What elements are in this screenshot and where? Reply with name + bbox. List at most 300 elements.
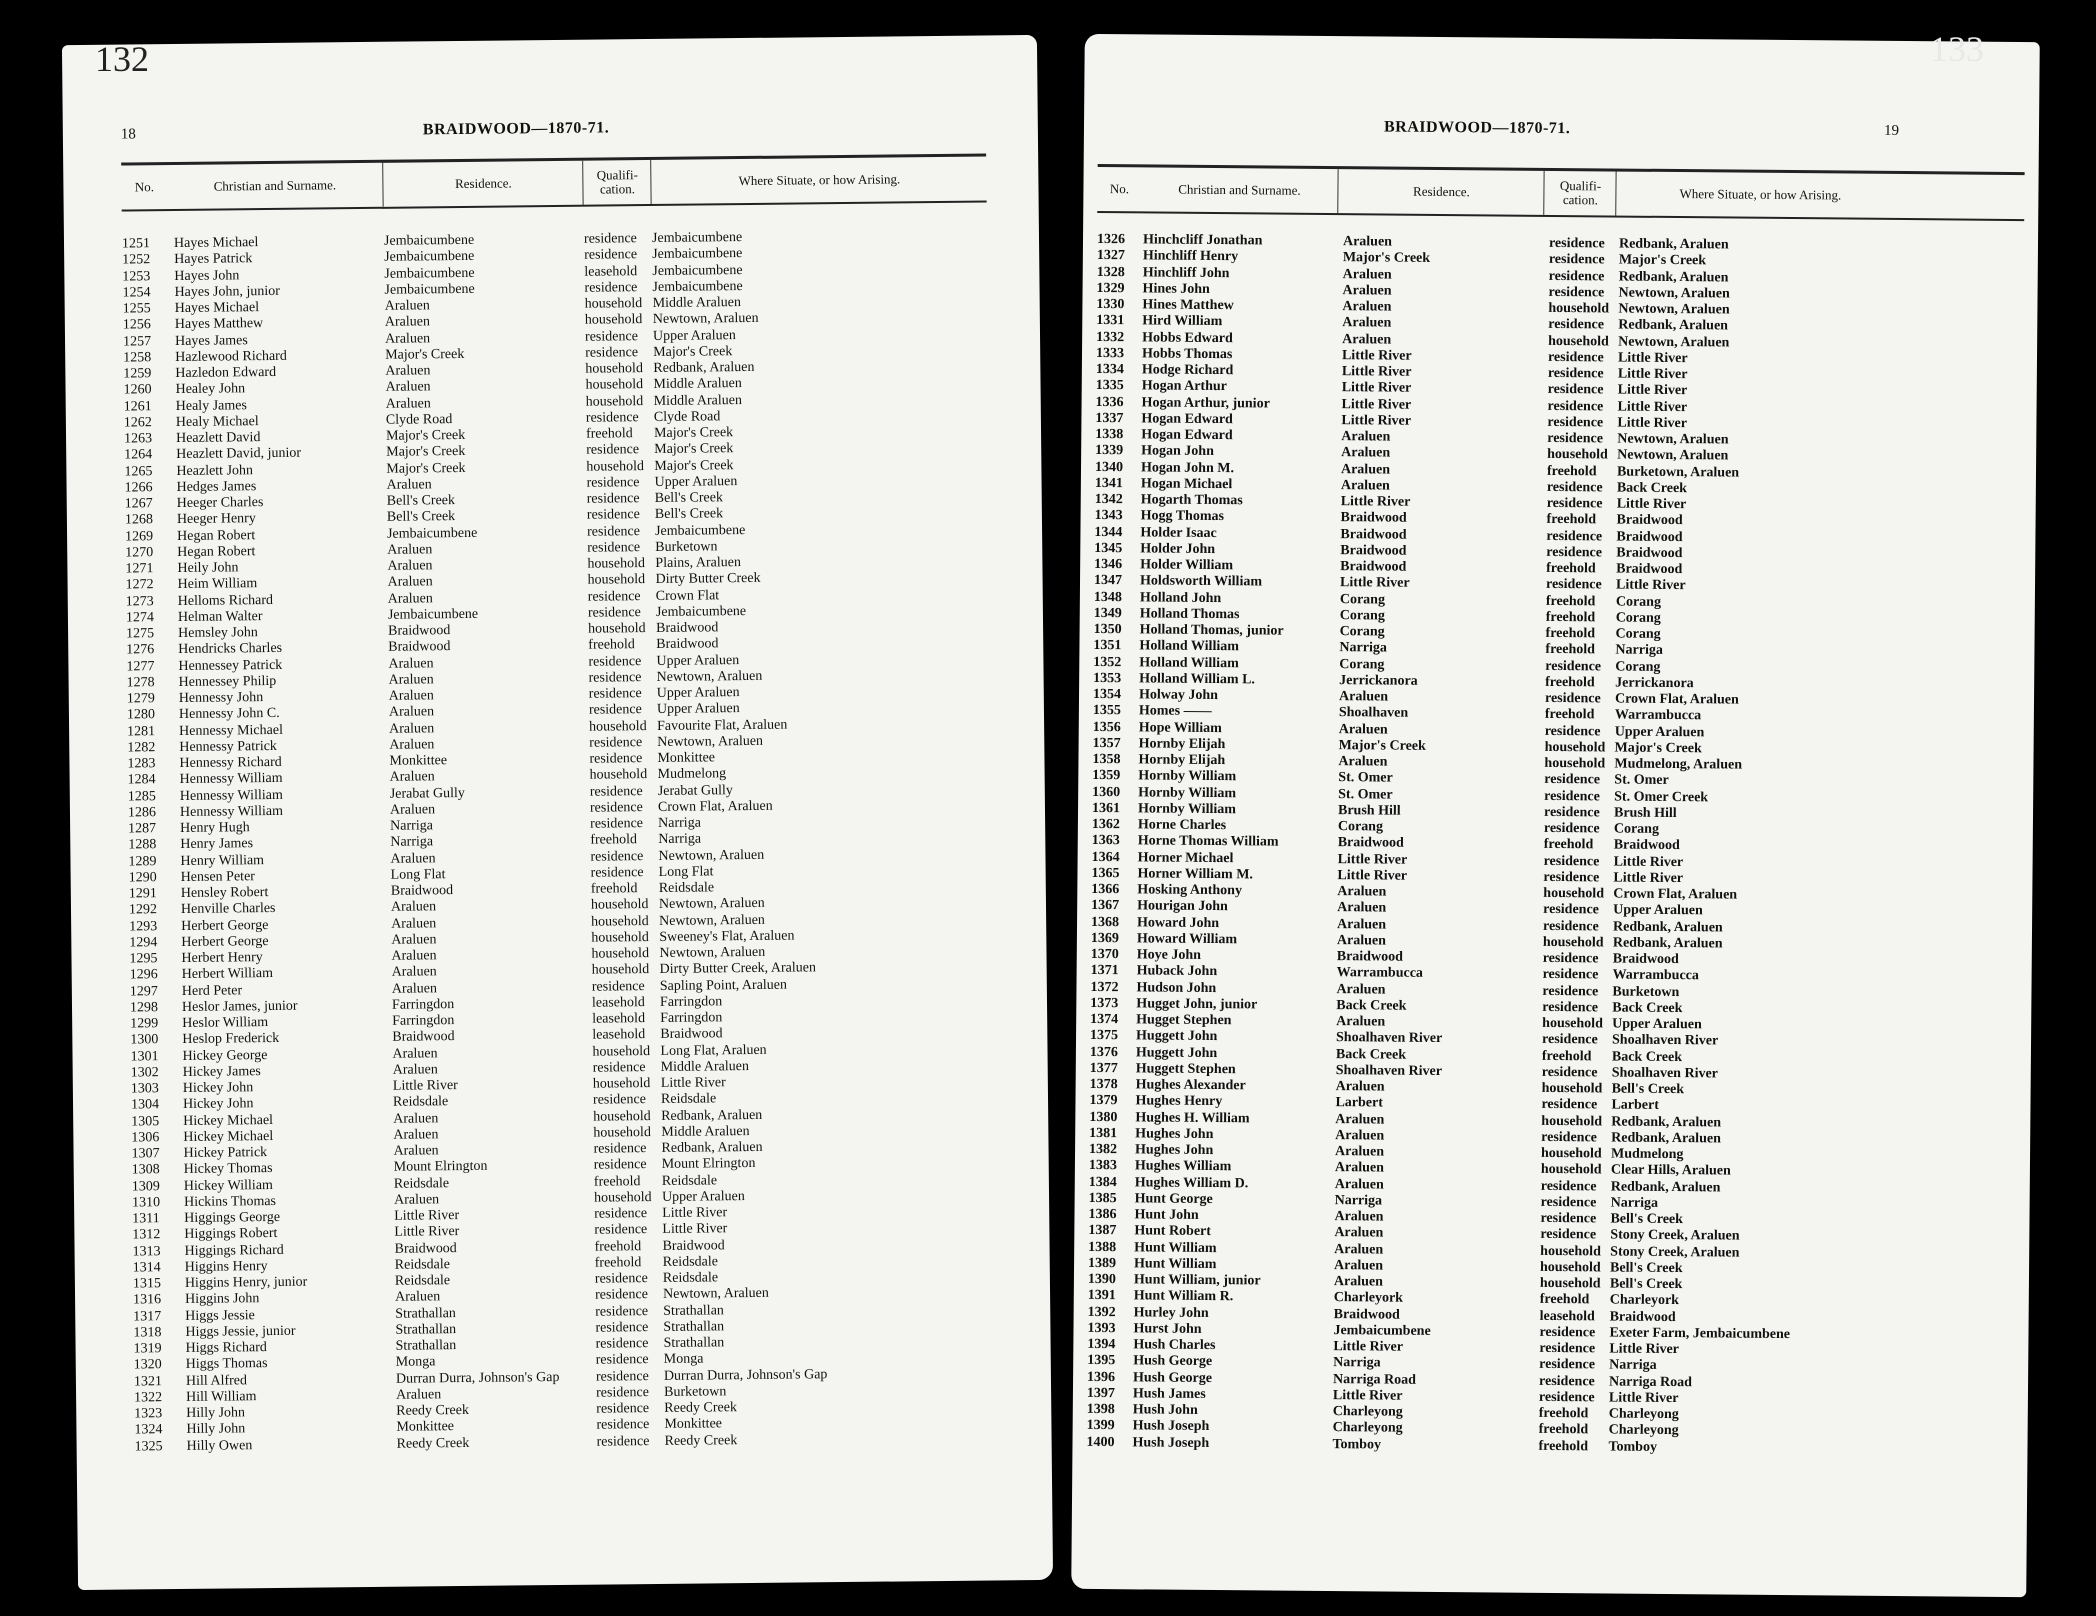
- entry-qualification: household: [1548, 333, 1609, 349]
- entry-number: 1326: [1096, 231, 1126, 248]
- entry-name: Horne Charles: [1137, 817, 1227, 834]
- entry-number: 1382: [1089, 1141, 1118, 1158]
- entry-qualification: household: [591, 946, 650, 962]
- entry-qualification: freehold: [590, 832, 638, 848]
- entry-name: Higgings George: [184, 1209, 281, 1226]
- entry-residence: Araluen: [1334, 1176, 1384, 1193]
- entry-residence: Major's Creek: [1342, 250, 1431, 267]
- entry-residence: Reidsdale: [392, 1094, 449, 1110]
- entry-name: Holland William: [1139, 638, 1239, 655]
- entry-where: Major's Creek: [653, 343, 733, 360]
- entry-where: Dirty Butter Creek, Araluen: [659, 960, 817, 978]
- entry-where: Reedy Creek: [664, 1400, 738, 1416]
- entry-where: Newtown, Araluen: [658, 896, 765, 913]
- entry-qualification: residence: [586, 442, 640, 458]
- entry-qualification: freehold: [593, 1173, 641, 1190]
- entry-where: Little River: [1617, 399, 1688, 415]
- entry-residence: Araluen: [1334, 1241, 1384, 1258]
- entry-name: Hornby William: [1138, 768, 1237, 785]
- entry-number: 1285: [127, 788, 156, 804]
- entry-where: Sweeney's Flat, Araluen: [659, 928, 795, 945]
- entry-number: 1258: [123, 349, 152, 366]
- entry-residence: Warrambucca: [1336, 965, 1424, 982]
- entry-name: Huggett John: [1135, 1028, 1218, 1045]
- entry-where: Upper Araluen: [661, 1188, 745, 1205]
- entry-residence: Araluen: [1342, 282, 1392, 299]
- entry-number: 1314: [132, 1259, 161, 1276]
- entry-qualification: residence: [1544, 690, 1601, 707]
- entry-number: 1281: [127, 723, 156, 740]
- entry-qualification: leasehold: [592, 1027, 646, 1043]
- entry-number: 1256: [122, 317, 151, 333]
- entry-residence: Jerabat Gully: [389, 785, 465, 802]
- entry-residence: Araluen: [1334, 1225, 1384, 1241]
- entry-qualification: household: [589, 718, 647, 735]
- entry-qualification: residence: [1547, 365, 1604, 382]
- entry-residence: Farringdon: [392, 1013, 455, 1029]
- entry-name: Hornby Elijah: [1138, 752, 1226, 769]
- entry-name: Hunt George: [1134, 1191, 1213, 1207]
- entry-name: Hush Charles: [1133, 1337, 1216, 1354]
- header-where: Where Situate, or how Arising.: [650, 156, 987, 204]
- entry-residence: Braidwood: [1340, 510, 1407, 526]
- entry-residence: Araluen: [391, 915, 437, 932]
- entry-name: Hayes John: [174, 267, 240, 284]
- entry-where: Bell's Creek: [1609, 1260, 1683, 1276]
- entry-qualification: residence: [590, 848, 644, 865]
- entry-qualification: household: [586, 458, 645, 475]
- entry-qualification: household: [1547, 447, 1608, 463]
- entry-where: Reidsdale: [662, 1270, 719, 1286]
- entry-where: Corang: [1615, 659, 1661, 675]
- entry-number: 1394: [1087, 1336, 1116, 1353]
- entry-where: Upper Araluen: [654, 473, 738, 490]
- entry-number: 1367: [1091, 898, 1120, 914]
- entry-residence: Araluen: [389, 802, 436, 818]
- entry-where: Corang: [1615, 594, 1662, 610]
- entry-number: 1271: [125, 561, 154, 577]
- entry-name: Hickey John: [182, 1080, 254, 1096]
- entry-name: Henry William: [180, 852, 265, 869]
- entry-residence: Jembaicumbene: [384, 281, 475, 298]
- entry-number: 1339: [1095, 443, 1124, 459]
- entry-where: Monkittee: [657, 750, 716, 766]
- entry-qualification: household: [593, 1189, 652, 1206]
- entry-name: Hickey Thomas: [183, 1161, 273, 1178]
- entry-where: Braidwood: [662, 1237, 725, 1254]
- entry-qualification: residence: [588, 702, 642, 718]
- entry-number: 1251: [121, 236, 151, 252]
- entry-number: 1319: [133, 1341, 162, 1357]
- entry-where: Jembaicumbene: [652, 278, 743, 295]
- entry-residence: Narriga: [1334, 1192, 1383, 1209]
- left-entries: [122, 227, 1005, 1486]
- entry-number: 1386: [1088, 1206, 1117, 1223]
- entry-where: Middle Araluen: [653, 376, 742, 393]
- entry-qualification: freehold: [1545, 609, 1596, 626]
- entry-name: Herbert William: [181, 966, 274, 983]
- entry-name: Hennessy William: [179, 771, 283, 788]
- entry-number: 1332: [1096, 329, 1125, 345]
- entry-residence: Araluen: [393, 1143, 439, 1159]
- entry-name: Hush James: [1132, 1386, 1206, 1402]
- entry-residence: Tomboy: [1332, 1436, 1382, 1453]
- entry-residence: Araluen: [387, 558, 433, 574]
- entry-number: 1390: [1087, 1271, 1116, 1288]
- entry-number: 1349: [1093, 605, 1122, 621]
- entry-name: Herbert George: [181, 933, 269, 950]
- entry-qualification: residence: [594, 1222, 648, 1238]
- entry-qualification: residence: [589, 783, 643, 800]
- entry-number: 1328: [1096, 264, 1125, 280]
- entry-qualification: residence: [1543, 804, 1600, 821]
- entry-residence: Araluen: [387, 542, 433, 558]
- entry-qualification: household: [1544, 755, 1606, 772]
- entry-qualification: household: [585, 361, 643, 377]
- header-residence: Residence.: [382, 161, 583, 207]
- entry-qualification: residence: [1539, 1340, 1596, 1357]
- entry-where: Braidwood: [1616, 545, 1683, 561]
- entry-where: Mudmelong: [1610, 1146, 1684, 1163]
- entry-where: Narriga: [1609, 1357, 1657, 1374]
- entry-name: Heslop Frederick: [182, 1031, 280, 1048]
- entry-where: Tomboy: [1608, 1438, 1658, 1455]
- entry-residence: Araluen: [1340, 477, 1390, 494]
- entry-qualification: residence: [1545, 577, 1602, 593]
- left-table-header: [121, 153, 986, 211]
- entry-name: Herbert Henry: [181, 950, 263, 966]
- entry-where: Little River: [1609, 1341, 1680, 1358]
- entry-residence: Araluen: [389, 720, 435, 737]
- entry-qualification: residence: [1544, 788, 1600, 804]
- entry-name: Heazlett David, junior: [176, 445, 302, 463]
- entry-qualification: household: [591, 913, 649, 930]
- entry-name: Healy James: [175, 397, 247, 414]
- entry-residence: Little River: [394, 1224, 460, 1240]
- entry-qualification: residence: [1548, 268, 1605, 284]
- entry-where: Newtown, Araluen: [1618, 285, 1730, 302]
- entry-qualification: residence: [1546, 495, 1603, 512]
- entry-name: Hennessey Philip: [178, 673, 277, 690]
- entry-qualification: residence: [592, 1059, 646, 1076]
- entry-where: Reidsdale: [662, 1254, 719, 1270]
- entry-residence: Araluen: [1333, 1274, 1383, 1290]
- entry-qualification: residence: [596, 1417, 650, 1433]
- entry-qualification: household: [589, 767, 648, 783]
- entry-residence: Araluen: [1334, 1160, 1384, 1176]
- entry-qualification: household: [1548, 300, 1610, 317]
- entry-qualification: residence: [586, 507, 640, 523]
- entry-number: 1265: [124, 463, 153, 480]
- entry-qualification: residence: [587, 539, 641, 556]
- entry-qualification: residence: [593, 1141, 647, 1157]
- entry-name: Hickey George: [182, 1047, 268, 1064]
- entry-residence: Back Creek: [1335, 1046, 1407, 1063]
- entry-name: Higgs Thomas: [185, 1356, 268, 1373]
- entry-name: Hunt Robert: [1134, 1223, 1212, 1240]
- entry-where: Redbank, Araluen: [653, 359, 755, 376]
- entry-where: Newtown, Araluen: [652, 311, 759, 328]
- entry-name: Higgins Henry, junior: [184, 1274, 308, 1291]
- entry-number: 1330: [1096, 296, 1125, 313]
- header-name: Christian and Surname.: [213, 177, 337, 194]
- entry-where: Braidwood: [660, 1026, 723, 1043]
- entry-number: 1297: [129, 983, 158, 999]
- entry-number: 1352: [1093, 654, 1122, 670]
- entry-residence: Araluen: [391, 932, 437, 948]
- entry-number: 1392: [1087, 1304, 1116, 1320]
- entry-where: Newtown, Araluen: [658, 847, 765, 864]
- entry-where: Back Creek: [1611, 1049, 1683, 1065]
- entry-name: Higgs Richard: [185, 1340, 267, 1356]
- entry-number: 1321: [133, 1373, 163, 1389]
- entry-number: 1399: [1086, 1418, 1115, 1434]
- entry-qualification: residence: [594, 1271, 648, 1287]
- entry-qualification: freehold: [1541, 1048, 1592, 1064]
- entry-qualification: residence: [584, 328, 638, 345]
- entry-qualification: residence: [588, 686, 642, 702]
- entry-qualification: residence: [1544, 723, 1601, 739]
- entry-residence: Shoalhaven River: [1335, 1062, 1443, 1079]
- entry-where: Corang: [1613, 821, 1660, 837]
- entry-name: Howard John: [1136, 914, 1220, 931]
- entry-number: 1341: [1094, 475, 1123, 491]
- entry-name: Herd Peter: [181, 982, 243, 999]
- entry-qualification: freehold: [1539, 1292, 1590, 1308]
- entry-where: Narriga: [658, 831, 702, 848]
- entry-number: 1348: [1093, 589, 1122, 605]
- entry-name: Hickey Patrick: [183, 1145, 268, 1161]
- entry-number: 1336: [1095, 394, 1124, 410]
- entry-name: Higgins John: [185, 1291, 260, 1308]
- entry-name: Hughes Alexander: [1135, 1077, 1246, 1094]
- entry-qualification: residence: [1547, 349, 1604, 366]
- entry-residence: Braidwood: [1340, 542, 1407, 559]
- entry-where: Mudmelong, Araluen: [1614, 756, 1743, 773]
- entry-number: 1371: [1090, 963, 1119, 979]
- entry-where: Upper Araluen: [656, 685, 740, 701]
- entry-number: 1333: [1095, 345, 1125, 361]
- entry-name: Henville Charles: [180, 901, 276, 918]
- entry-number: 1307: [131, 1146, 160, 1162]
- entry-number: 1253: [122, 268, 151, 285]
- entry-where: Braidwood: [1616, 561, 1683, 578]
- entry-number: 1257: [122, 333, 152, 350]
- entry-name: Heim William: [177, 576, 258, 593]
- entry-qualification: freehold: [1546, 560, 1596, 577]
- entry-number: 1284: [127, 772, 156, 788]
- entry-number: 1375: [1089, 1028, 1119, 1044]
- entry-number: 1396: [1087, 1369, 1116, 1385]
- entry-where: Crown Flat: [655, 587, 720, 604]
- entry-where: Monkittee: [664, 1416, 723, 1433]
- entry-name: Hughes William D.: [1134, 1174, 1249, 1191]
- entry-name: Hennessy John C.: [178, 706, 280, 723]
- entry-name: Hunt William: [1134, 1256, 1217, 1272]
- entry-qualification: residence: [590, 816, 644, 832]
- entry-residence: Araluen: [1336, 932, 1386, 949]
- entry-name: Hogan Michael: [1140, 476, 1233, 492]
- entry-qualification: residence: [1539, 1324, 1596, 1341]
- entry-number: 1389: [1088, 1255, 1117, 1271]
- entry-residence: Braidwood: [392, 1029, 455, 1045]
- entry-name: Hennessy Patrick: [179, 738, 277, 755]
- entry-number: 1270: [125, 544, 154, 561]
- entry-residence: Little River: [1341, 380, 1412, 396]
- entry-number: 1381: [1089, 1125, 1118, 1141]
- entry-residence: Araluen: [1335, 1079, 1385, 1095]
- entry-residence: Araluen: [396, 1387, 442, 1403]
- entry-residence: Araluen: [393, 1110, 439, 1127]
- entry-where: Redbank, Araluen: [1611, 1130, 1721, 1147]
- entry-number: 1254: [122, 284, 151, 301]
- entry-number: 1370: [1090, 946, 1119, 963]
- entry-name: Henry James: [180, 836, 254, 853]
- entry-where: Crown Flat, Araluen: [1614, 691, 1739, 708]
- entry-residence: Araluen: [1342, 266, 1392, 283]
- entry-where: Little River: [1608, 1390, 1679, 1406]
- entry-name: Hughes John: [1135, 1142, 1214, 1159]
- entry-residence: Major's Creek: [385, 427, 466, 444]
- entry-where: Jembaicumbene: [655, 603, 747, 620]
- entry-where: Plains, Araluen: [655, 555, 742, 571]
- entry-where: Charleyong: [1608, 1406, 1679, 1423]
- entry-number: 1295: [129, 951, 158, 967]
- entry-number: 1309: [131, 1178, 160, 1194]
- entry-qualification: household: [1541, 1080, 1603, 1097]
- entry-qualification: residence: [584, 279, 638, 296]
- entry-name: Hines Matthew: [1142, 297, 1234, 314]
- entry-where: Redbank, Araluen: [1612, 919, 1723, 935]
- entry-qualification: freehold: [1545, 593, 1596, 609]
- entry-number: 1315: [132, 1276, 161, 1292]
- entry-number: 1288: [128, 837, 157, 853]
- entry-qualification: residence: [1544, 772, 1601, 788]
- entry-where: Little River: [662, 1221, 728, 1238]
- entry-qualification: residence: [1547, 382, 1604, 398]
- entry-residence: Bell's Creek: [386, 509, 456, 526]
- entry-name: Higgings Robert: [184, 1226, 278, 1243]
- entry-qualification: freehold: [1543, 837, 1594, 853]
- entry-where: Jembaicumbene: [652, 262, 743, 279]
- entry-where: Reidsdale: [661, 1172, 718, 1189]
- entry-number: 1377: [1089, 1060, 1118, 1076]
- entry-name: Hodge Richard: [1141, 362, 1234, 379]
- entry-where: Braidwood: [1616, 529, 1683, 545]
- entry-residence: Araluen: [1342, 299, 1392, 315]
- entry-qualification: residence: [593, 1157, 647, 1173]
- entry-name: Hush Joseph: [1132, 1434, 1210, 1451]
- entry-qualification: residence: [583, 231, 637, 247]
- entry-residence: Araluen: [391, 948, 437, 964]
- entry-where: Upper Araluen: [656, 652, 740, 669]
- entry-name: Hill Alfred: [185, 1372, 248, 1389]
- entry-number: 1290: [128, 869, 157, 886]
- entry-number: 1320: [133, 1357, 162, 1373]
- entry-number: 1276: [126, 642, 155, 658]
- entry-residence: Back Creek: [1336, 997, 1407, 1014]
- entry-residence: Brush Hill: [1337, 802, 1401, 819]
- entry-where: Warrambucca: [1612, 967, 1699, 984]
- entry-name: Hird William: [1142, 313, 1223, 330]
- left-page: [62, 35, 1053, 1590]
- entry-qualification: freehold: [594, 1254, 642, 1271]
- entry-number: 1268: [124, 512, 153, 528]
- entry-number: 1327: [1096, 248, 1125, 264]
- entry-number: 1278: [126, 674, 155, 691]
- entry-name: Hughes William: [1134, 1158, 1232, 1175]
- entry-qualification: residence: [1543, 902, 1599, 918]
- entry-qualification: residence: [594, 1206, 648, 1222]
- entry-where: Jerabat Gully: [657, 782, 733, 799]
- entry-where: Dirty Butter Creek: [655, 571, 761, 588]
- entry-number: 1306: [131, 1129, 160, 1146]
- entry-qualification: household: [1543, 885, 1605, 902]
- entry-qualification: freehold: [594, 1238, 642, 1255]
- entry-residence: Clyde Road: [385, 411, 453, 428]
- entry-residence: Shoalhaven: [1338, 705, 1409, 721]
- entry-residence: Narriga: [390, 834, 434, 851]
- entry-where: Braidwood: [1613, 837, 1680, 854]
- entry-number: 1311: [132, 1211, 160, 1227]
- entry-qualification: residence: [1542, 967, 1599, 983]
- entry-number: 1334: [1095, 361, 1124, 378]
- entry-name: Healy Michael: [175, 413, 259, 430]
- entry-qualification: household: [584, 296, 643, 312]
- entry-number: 1380: [1089, 1109, 1118, 1125]
- entry-residence: Monga: [395, 1354, 436, 1370]
- entry-number: 1316: [133, 1292, 162, 1308]
- entry-residence: Braidwood: [388, 623, 451, 639]
- entry-name: Hughes H. William: [1135, 1109, 1250, 1126]
- entry-name: Hogarth Thomas: [1140, 492, 1243, 509]
- entry-residence: Narriga: [390, 818, 433, 834]
- entry-where: Little River: [1617, 350, 1688, 366]
- entry-where: Favourite Flat, Araluen: [657, 717, 788, 734]
- entry-number: 1293: [129, 918, 158, 934]
- entry-residence: Braidwood: [388, 639, 451, 656]
- entry-number: 1335: [1095, 378, 1124, 394]
- entry-number: 1283: [127, 756, 156, 772]
- entry-residence: Araluen: [1338, 721, 1388, 738]
- entry-residence: Jembaicumbene: [387, 606, 479, 623]
- entry-qualification: household: [1539, 1259, 1601, 1276]
- entry-number: 1300: [130, 1032, 159, 1048]
- entry-number: 1357: [1092, 735, 1121, 751]
- entry-number: 1362: [1091, 816, 1120, 833]
- entry-number: 1292: [128, 902, 158, 918]
- entry-residence: Jerrickanora: [1339, 672, 1418, 689]
- entry-residence: Araluen: [388, 704, 435, 721]
- entry-qualification: freehold: [1538, 1438, 1589, 1454]
- entry-residence: Charleyong: [1332, 1420, 1403, 1436]
- entry-where: Little River: [1617, 415, 1688, 431]
- entry-where: Redbank, Araluen: [661, 1139, 763, 1156]
- entry-residence: Charleyork: [1333, 1290, 1404, 1306]
- entry-where: Bell's Creek: [654, 490, 724, 506]
- entry-qualification: household: [590, 897, 649, 913]
- entry-name: Huback John: [1136, 963, 1218, 980]
- entry-qualification: residence: [1542, 918, 1599, 934]
- entry-name: Hilly Owen: [186, 1437, 253, 1454]
- entry-residence: Araluen: [388, 672, 434, 688]
- entry-where: Braidwood: [655, 620, 719, 636]
- left-page-number: 18: [120, 126, 136, 143]
- entry-residence: Little River: [1340, 494, 1411, 510]
- entry-name: Hines John: [1142, 281, 1210, 297]
- entry-residence: Araluen: [384, 314, 431, 331]
- entry-residence: Monkittee: [396, 1419, 455, 1435]
